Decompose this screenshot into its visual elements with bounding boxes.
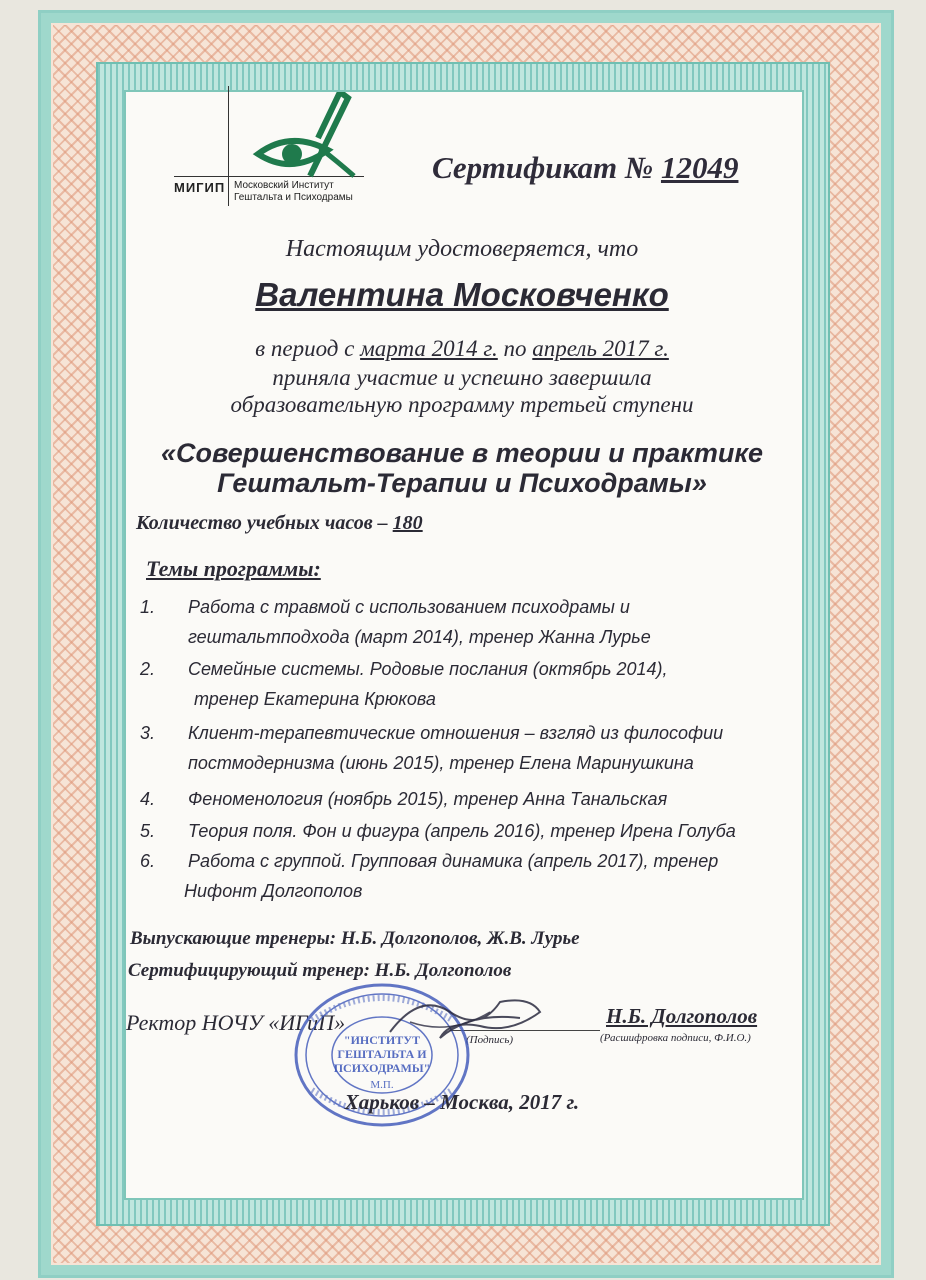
topic-line: гештальтподхода (март 2014), тренер Жанна Лурье (188, 627, 651, 647)
stamp-mark: М.П. (370, 1079, 394, 1091)
topic-number: 6. (140, 851, 156, 871)
hours-label: Количество учебных часов – (136, 512, 388, 534)
logo-divider-vertical (228, 86, 229, 206)
completion-text: приняла участие и успешно завершила (272, 365, 652, 390)
topic-line: Семейные системы. Родовые послания (октябрь 2014), (188, 659, 668, 679)
period-from: марта 2014 г. (360, 336, 498, 361)
logo-institute-name (234, 180, 353, 204)
certificate-number: 12049 (660, 150, 739, 185)
topic-number: 3. (140, 723, 156, 743)
topic-line: тренер Екатерина Крюкова (194, 689, 436, 709)
certificate-title (432, 150, 738, 186)
graduating-trainers: Выпускающие тренеры: Н.Б. Долгополов, Ж.В. Лурье (130, 928, 580, 949)
signature-decode-caption: (Расшифровка подписи, Ф.И.О.) (600, 1032, 751, 1044)
program-title-line2: Гештальт-Терапии и Психодрамы» (217, 468, 707, 498)
hereby-text: Настоящим удостоверяется, что (285, 236, 639, 262)
topic-number: 2. (140, 659, 156, 679)
study-hours (136, 512, 423, 535)
recipient-name: Валентина Московченко (255, 276, 669, 313)
period-to: апрель 2017 г. (532, 336, 669, 361)
topic-line: Работа с травмой с использованием психодрамы и (188, 597, 630, 617)
program-level-text: образовательную программу третьей ступени (230, 392, 694, 417)
rector-label: Ректор НОЧУ «ИГиП» (126, 1010, 346, 1035)
handwritten-signature (380, 982, 550, 1052)
eye-logo-icon (250, 92, 360, 178)
city-and-date: Харьков – Москва, 2017 г. (344, 1090, 580, 1114)
topic-number: 5. (140, 821, 156, 841)
certificate-title-label: Сертификат № (432, 150, 654, 185)
topic-number: 1. (140, 597, 156, 617)
topics-heading: Темы программы: (146, 556, 321, 581)
rector-name: Н.Б. Долгополов (606, 1004, 758, 1028)
logo-abbreviation: МИГИП (174, 180, 226, 195)
topic-number: 4. (140, 789, 156, 809)
program-title-line1: «Совершенствование в теории и практике (160, 438, 764, 468)
topic-line: Теория поля. Фон и фигура (апрель 2016), тренер Ирена Голуба (188, 821, 736, 841)
topic-line: Клиент-терапевтические отношения – взгляд из философии (188, 723, 724, 743)
topic-line: постмодернизма (июнь 2015), тренер Елена Маринушкина (188, 753, 694, 773)
period-prefix: в период с (255, 336, 355, 361)
period-line (124, 336, 800, 362)
logo-name-line1: Московский Институт (234, 180, 334, 191)
topic-line: Нифонт Долгополов (184, 881, 363, 901)
svg-text:ПСИХОДРАМЫ": ПСИХОДРАМЫ" (333, 1061, 431, 1075)
topic-line: Феноменология (ноябрь 2015), тренер Анна Танальская (188, 789, 668, 809)
svg-text:ГЕШТАЛЬТА И: ГЕШТАЛЬТА И (337, 1047, 427, 1061)
hours-value: 180 (392, 512, 423, 534)
period-mid: по (503, 336, 527, 361)
signature-caption: (Подпись) (466, 1034, 514, 1046)
institute-logo (174, 86, 374, 216)
topic-line: Работа с группой. Групповая динамика (апрель 2017), тренер (188, 851, 719, 871)
logo-name-line2: Гештальта и Психодрамы (234, 192, 353, 203)
certifying-trainer: Сертифицирующий тренер: Н.Б. Долгополов (128, 960, 512, 981)
svg-text:"ИНСТИТУТ: "ИНСТИТУТ (343, 1033, 421, 1047)
